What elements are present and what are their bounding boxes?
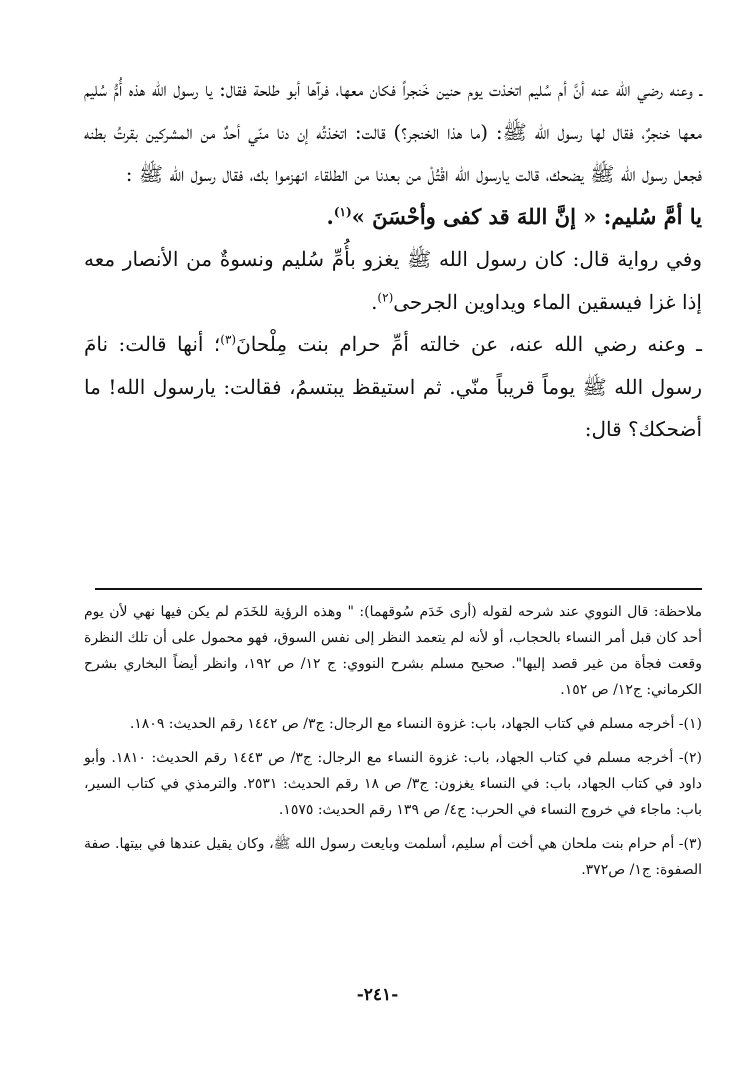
- footnote-ref-1: (١): [333, 204, 352, 219]
- main-text: [84, 68, 702, 451]
- quote-text: يا أمَّ سُليم: « إنَّ اللهَ قد كفى وأحْسَنَ »: [351, 203, 702, 229]
- footnote-1: (١)- أخرجه مسلم في كتاب الجهاد، باب: غزوة النساء مع الرجال: ج٣/ ص ١٤٤٢ رقم الحديث: ١٨٠٩.: [129, 716, 702, 732]
- paragraph-3-text-a: ـ وعنه رضي الله عنه، عن خالته أمِّ حرام بنت مِلْحانَ: [236, 332, 702, 356]
- paragraph-1: ـ وعنه رضي الله عنه أنَّ أم سُليم اتخذت يوم حنين خَنجراً فكان معها، فرآها أبو طلحة فقال: يا رسول الله هذه أُمُّ سُليم معها خنجرٌ، فقال لها رسول الله ﷺ: (ما هذا الخنجر؟) قالت: اتخذتُه إن دنا منّي أحدٌ من المشركين بقرتُ بطنه فجعل رسول الله ﷺ يضحك، قالت يارسول الله اقْتُلْ من بعدنا من الطلقاء انهزموا بك، فقال رسول الله ﷺ :: [84, 77, 702, 186]
- page-number: -٢٤١-: [356, 985, 399, 1005]
- footnote-divider: [95, 588, 702, 590]
- footnote-2: (٢)- أخرجه مسلم في كتاب الجهاد، باب: غزوة النساء مع الرجال: ج٣/ ص ١٤٤٣ رقم الحديث: ١٨١٠. وأبو داود في كتاب الجهاد، باب: في النساء يغزون: ج٣/ ص ١٨ رقم الحديث: ٢٥٣١. والترمذي في كتاب السير، باب: ماجاء في خروج النساء في الحرب: ج٤/ ص ١٣٩ رقم الحديث: ١٥٧٥.: [84, 750, 703, 818]
- paragraph-2: وفي رواية قال: كان رسول الله ﷺ يغزو بأُمِّ سُليم ونسوةٌ من الأنصار معه إذا غزا فيسقين الماء ويداوين الجرحى$^{(٢)}$.: [84, 247, 702, 314]
- footnote-3: (٣)- أم حرام بنت ملحان هي أخت أم سليم، أسلمت وبايعت رسول الله ﷺ، وكان يقيل عندها في بيتها. صفة الصفوة: ج١/ ص٣٧٢.: [84, 836, 702, 878]
- quote-line: يا أمَّ سُليم: « إنَّ اللهَ قد كفى وأحْسَنَ »$^{(١)}$.: [326, 203, 702, 229]
- paragraph-3: [84, 323, 702, 451]
- footnotes: [84, 599, 702, 891]
- paragraph-3-text-b: ؛ أنها قالت: نامَ رسول الله ﷺ يوماً قريباً منّي. ثم استيقظ يبتسمُ، فقالت: يارسول الله! ما أضحكك؟ قال:: [84, 332, 702, 441]
- paragraph-2-text: وفي رواية قال: كان رسول الله ﷺ يغزو بأُمِّ سُليم ونسوةٌ من الأنصار معه إذا غزا فيسقين الماء ويداوين الجرحى: [84, 247, 702, 314]
- footnote-ref-2: (٢): [377, 289, 394, 304]
- footnote-ref-3: (٣): [220, 332, 237, 347]
- remark-note: ملاحظة: قال النووي عند شرحه لقوله (أرى خَدَم سُوقهما): " وهذه الرؤية للخَدَم لم يكن فيها نهي لأن يوم أحد كان قبل أمر النساء بالحجاب، أو لأنه لم يتعمد النظر إلى نفس السوق، فهو محمول على أن تلك النظرة وقعت فجأة من غير قصد إليها". صحيح مسلم بشرح النووي: ج ١٢/ ص ١٩٢، وانظر أيضاً البخاري بشرح الكرماني: ج١٢/ ص ١٥٢.: [84, 604, 702, 698]
